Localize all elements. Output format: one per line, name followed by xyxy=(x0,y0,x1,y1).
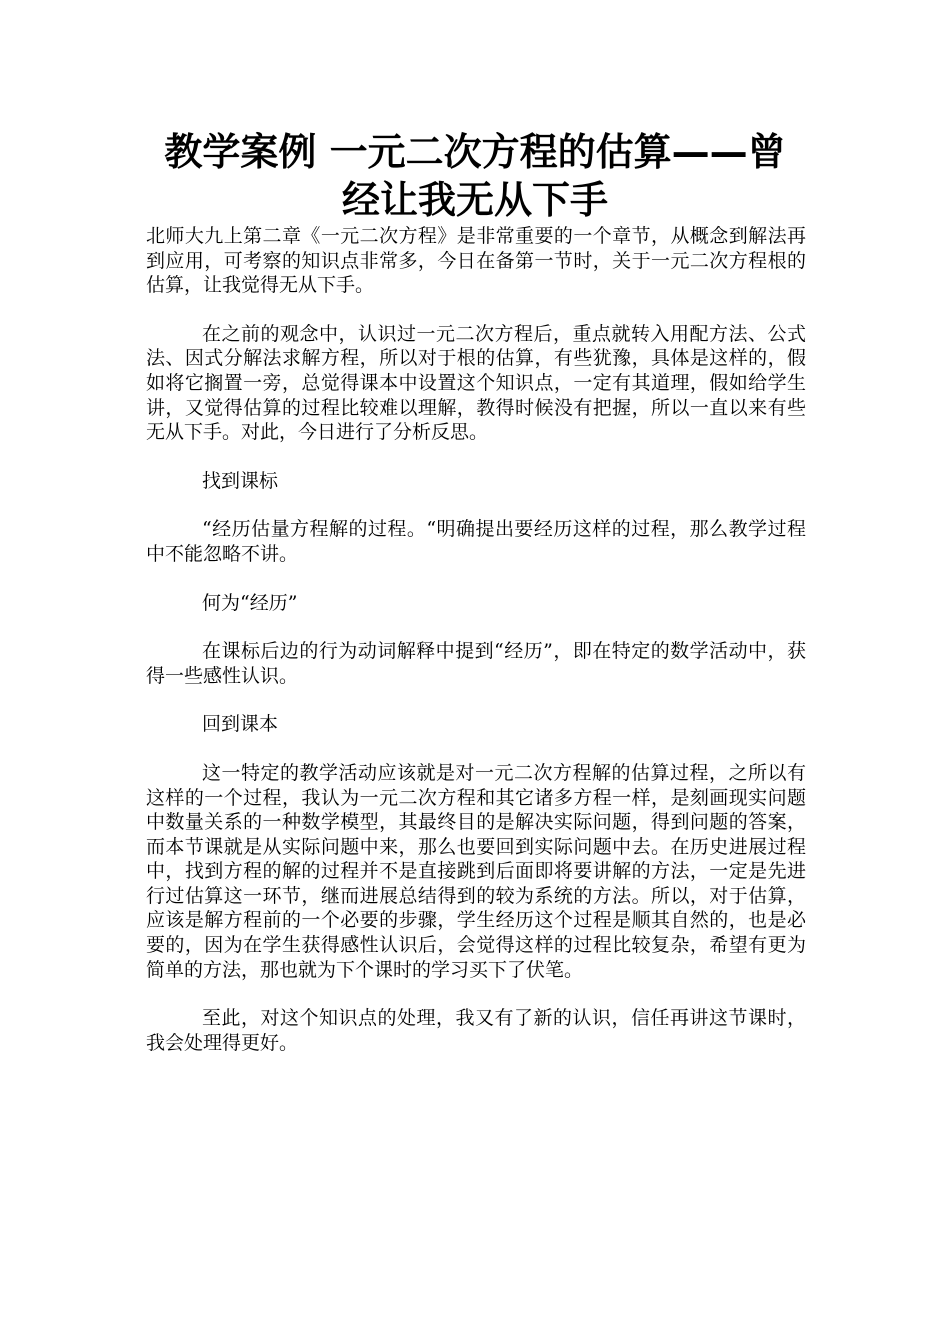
document-body xyxy=(146,224,806,1079)
section-heading-curriculum: 找到课标 xyxy=(202,469,279,492)
paragraph-intro: 北师大九上第二章《一元二次方程》是非常重要的一个章节，从概念到解法再到应用，可考察的知识点非常多，今日在备第一节时，关于一元二次方程根的估算，让我觉得无从下手。 xyxy=(146,225,806,297)
paragraph-textbook-analysis: 这一特定的教学活动应该就是对一元二次方程解的估算过程，之所以有这样的一个过程，我认为一元二次方程和其它诸多方程一样，是刻画现实问题中数量关系的一种数学模型，其最终目的是解决实际问题，得到问题的答案，而本节课就是从实际问题中来，那么也要回到实际问题中去。在历史进展过程中，找到方程的解的过程并不是直接跳到后面即将要讲解的方法，一定是先进行过估算这一环节，继而进展总结得到的较为系统的方法。所以，对于估算，应该是解方程前的一个必要的步骤，学生经历这个过程是顺其自然的，也是必要的，因为在学生获得感性认识后，会觉得这样的过程比较复杂，希望有更为简单的方法，那也就为下个课时的学习买下了伏笔。 xyxy=(146,761,806,981)
title-line-2: 经让我无从下手 xyxy=(341,178,608,222)
paragraph-experience-definition: 在课标后边的行为动词解释中提到“经历”，即在特定的数学活动中，获得一些感性认识。 xyxy=(146,640,806,687)
section-heading-experience: 何为“经历” xyxy=(202,591,298,614)
paragraph-conclusion: 至此，对这个知识点的处理，我又有了新的认识，信任再讲这节课时，我会处理得更好。 xyxy=(146,1007,806,1054)
paragraph-previous-view: 在之前的观念中，认识过一元二次方程后，重点就转入用配方法、公式法、因式分解法求解方程，所以对于根的估算，有些犹豫，具体是这样的，假如将它搁置一旁，总觉得课本中设置这个知识点，一定有其道理，假如给学生讲，又觉得估算的过程比较难以理解，教得时候没有把握，所以一直以来有些无从下手。对此，今日进行了分析反思。 xyxy=(146,322,806,444)
title-line-1: 教学案例 一元二次方程的估算——曾 xyxy=(164,130,786,174)
paragraph-curriculum-quote: “经历估量方程解的过程。“明确提出要经历这样的过程，那么教学过程中不能忽略不讲。 xyxy=(146,518,806,565)
section-heading-textbook: 回到课本 xyxy=(202,713,279,736)
document-title xyxy=(130,128,820,224)
